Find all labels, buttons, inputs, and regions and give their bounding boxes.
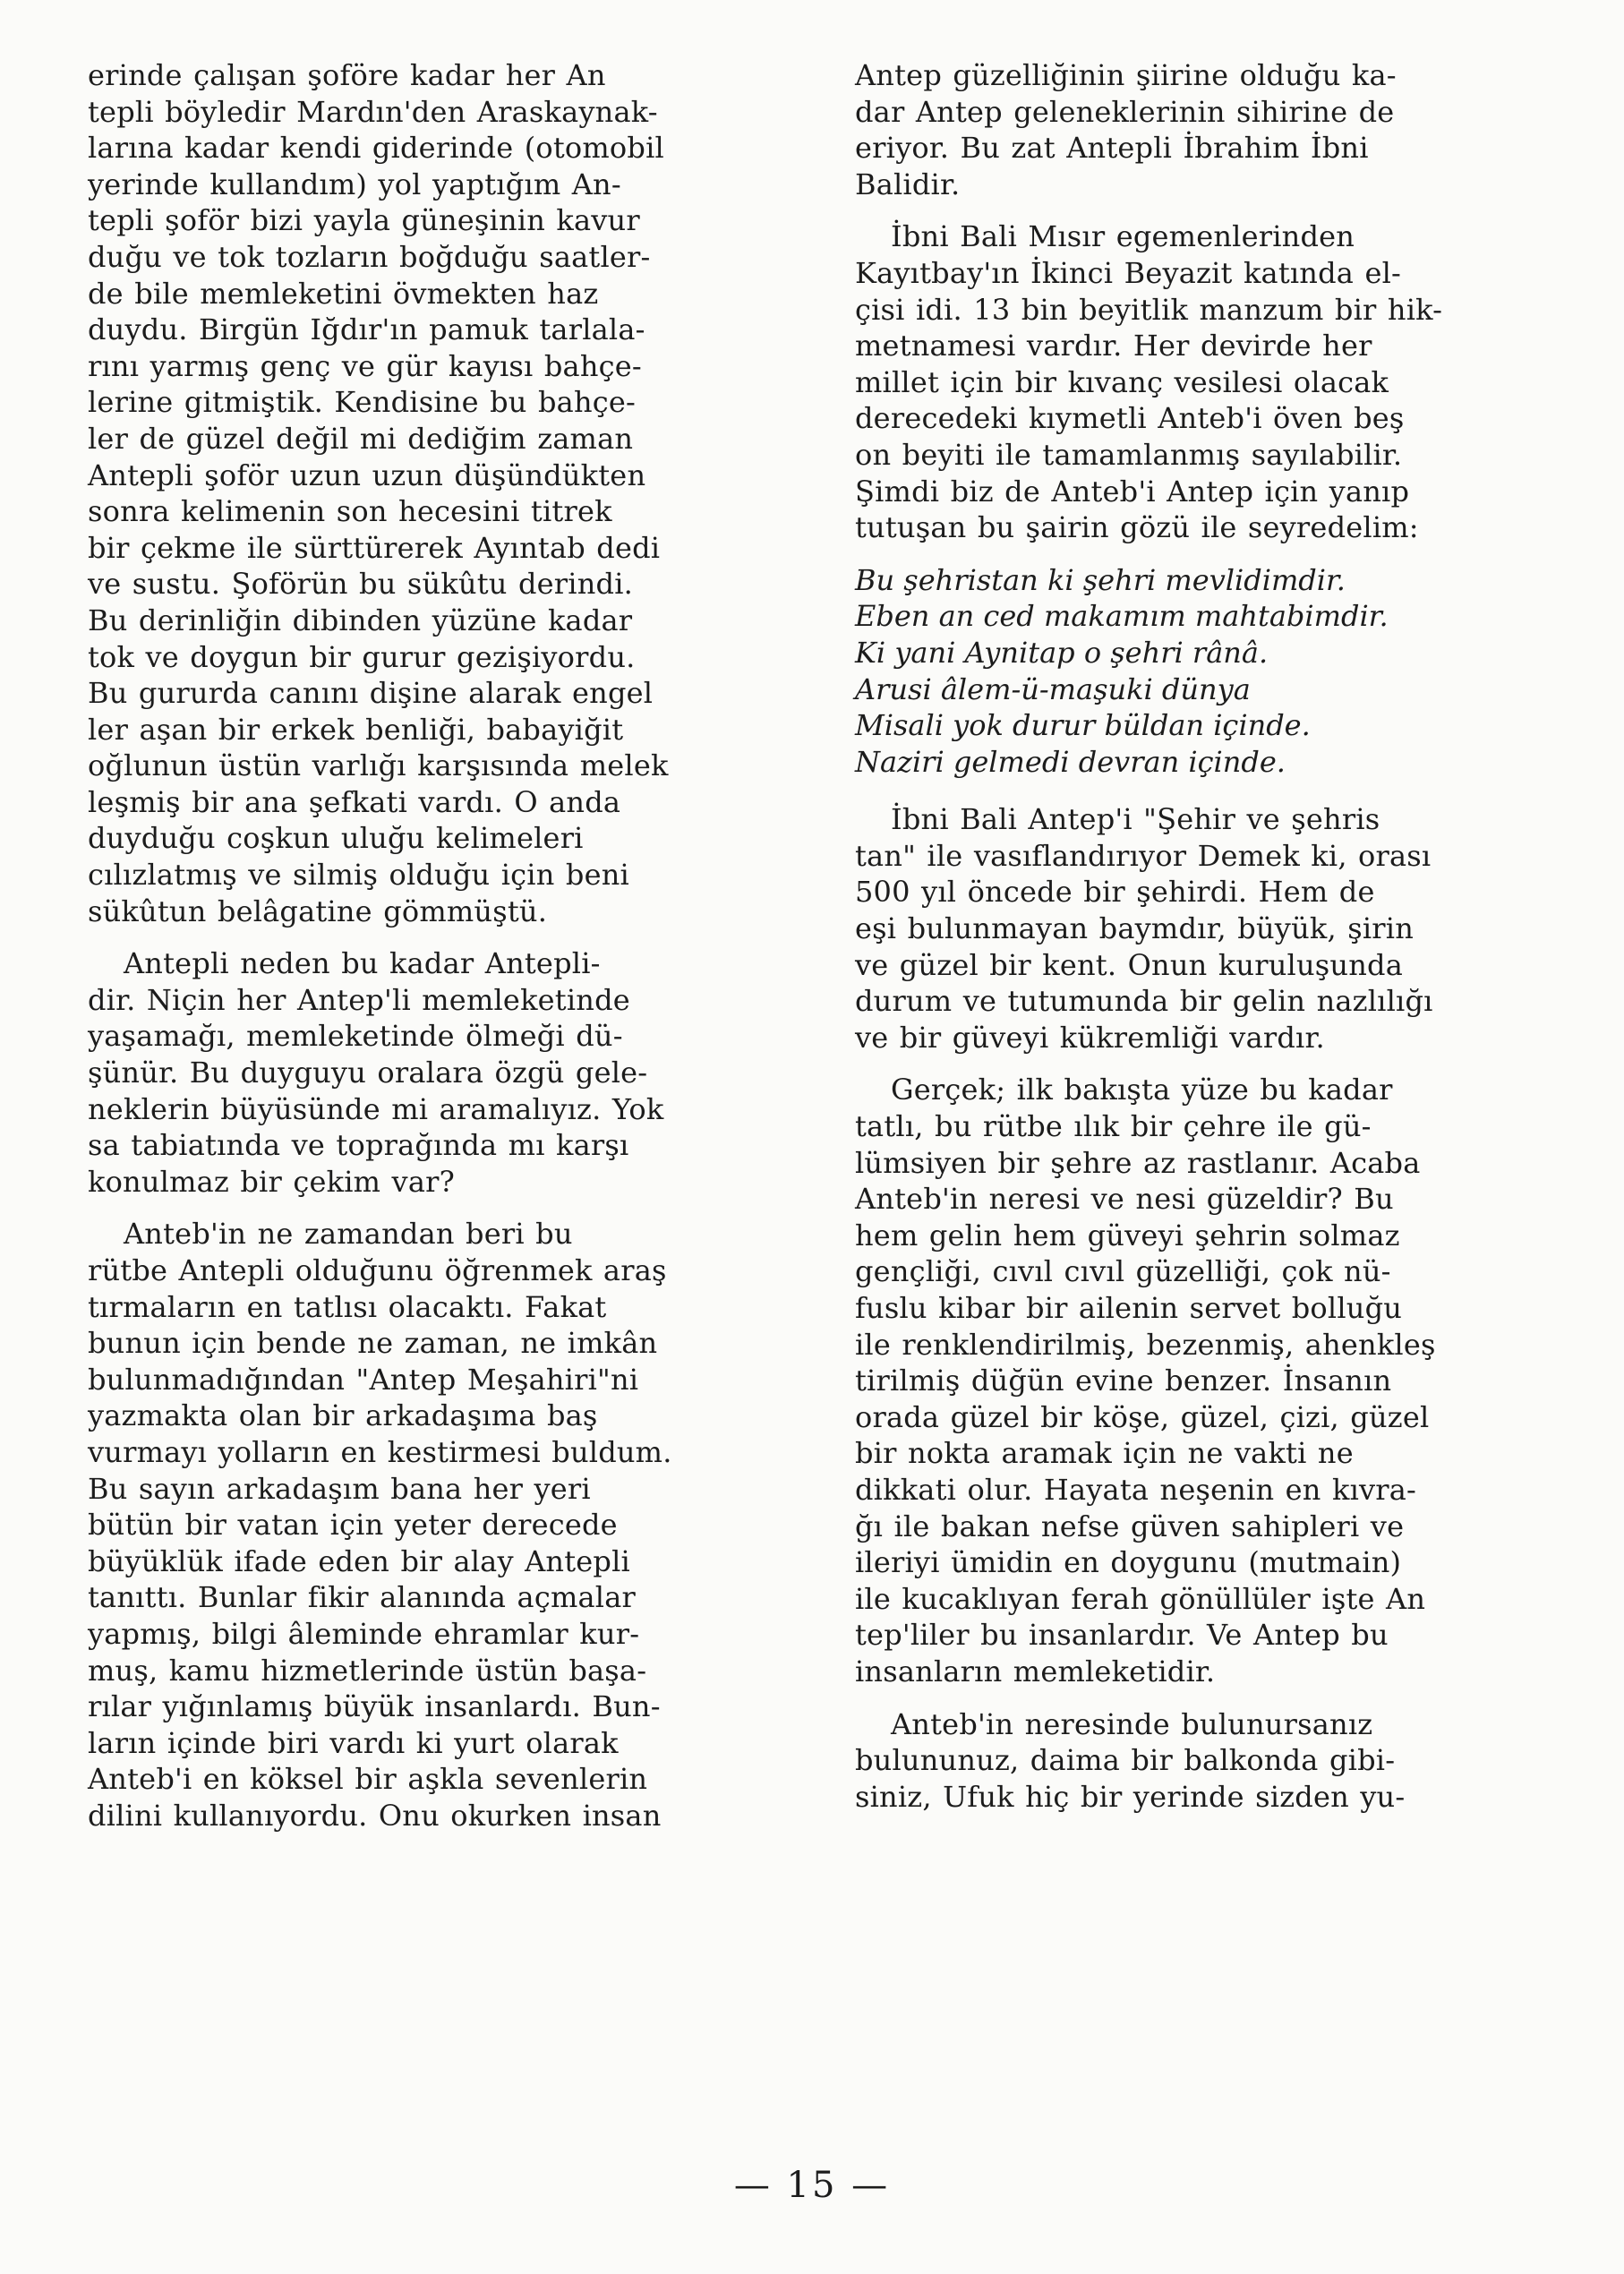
left-column [88, 57, 786, 1851]
poem-line: Eben an ced makamım mahtabimdir. [855, 599, 1389, 634]
poem-line: Bu şehristan ki şehri mevlidimdir. [855, 562, 1346, 597]
poem-block [855, 562, 1517, 781]
left-paragraph-2: Antepli neden bu kadar Antepli- dir. Niçin her Antep'li memleketinde yaşamağı, memleketinde ölmeği dü- şünür. Bu duyguyu oralara özgü gele- neklerin büyüsünde mi aramalıyız. Yok sa tabiatında ve toprağında mı karşı konulmaz bir çekim var? [88, 946, 664, 1199]
left-paragraph-3: Anteb'in ne zamandan beri bu rütbe Antepli olduğunu öğrenmek araş tırmaların en tatlısı olacaktı. Fakat bunun için bende ne zaman, ne imkân bulunmadığından "Antep Meşahiri"ni yazmakta olan bir arkadaşıma baş vurmayı yolların en kestirmesi buldum. Bu sayın arkadaşım bana her yeri bütün bir vatan için yeter derecede büyüklük ifade eden bir alay Antepli tanıttı. Bunlar fikir alanında açmalar yapmış, bilgi âleminde ehramlar kur- muş, kamu hizmetlerinde üstün başa- rılar yığınlamış büyük insanlardı. Bun- ların içinde biri vardı ki yurt olarak Anteb'i en köksel bir aşkla sevenlerin dilini kullanıyordu. Onu okurken insan [88, 1217, 672, 1833]
right-column [855, 57, 1517, 1831]
right-paragraph-3: İbni Bali Antep'i "Şehir ve şehris tan" ile vasıflandırıyor Demek ki, orası 500 yıl öncede bir şehirdi. Hem de eşi bulunmayan baymdır, büyük, şirin ve güzel bir kent. Onun kuruluşunda durum ve tutumunda bir gelin nazlılığı ve bir güveyi kükremliği vardır. [855, 802, 1433, 1055]
left-paragraph-1: erinde çalışan şoföre kadar her An tepli böyledir Mardın'den Araskaynak- larına kadar kendi giderinde (otomobil yerinde kullandım) yol yaptığım An- tepli şoför bizi yayla güneşinin kavur duğu ve tok tozların boğduğu saatler- de bile memleketini övmekten haz duydu. Birgün Iğdır'ın pamuk tarlala- rını yarmış genç ve gür kayısı bahçe- lerine gitmiştik. Kendisine bu bahçe- ler de güzel değil mi dediğim zaman Antepli şoför uzun uzun düşündükten sonra kelimenin son hecesini titrek bir çekme ile sürttürerek Ayıntab dedi ve sustu. Şoförün bu sükûtu derindi. Bu derinliğin dibinden yüzüne kadar tok ve doygun bir gurur gezişiyordu. Bu gururda canını dişine alarak engel ler aşan bir erkek benliği, babayiğit oğlunun üstün varlığı karşısında melek leşmiş bir ana şefkati vardı. O anda duyduğu coşkun uluğu kelimeleri cılızlatmış ve silmiş olduğu için beni sükûtun belâgatine gömmüştü. [88, 58, 669, 928]
poem-line: Arusi âlem-ü-maşuki dünya [855, 671, 1251, 706]
right-paragraph-5: Anteb'in neresinde bulunursanız bulununuz, daima bir balkonda gibi- siniz, Ufuk hiç bir yerinde sizden yu- [855, 1706, 1406, 1814]
right-paragraph-1: Antep güzelliğinin şiirine olduğu ka- dar Antep geleneklerinin sihirine de eriyor. Bu zat Antepli İbrahim İbni Balidir. [855, 58, 1397, 201]
poem-line: Naziri gelmedi devran içinde. [855, 744, 1286, 779]
poem-line: Misali yok durur büldan içinde. [855, 708, 1311, 743]
right-paragraph-2: İbni Bali Mısır egemenlerinden Kayıtbay'ın İkinci Beyazit katında el- çisi idi. 13 bin beyitlik manzum bir hik- metnamesi vardır. Her devirde her millet için bir kıvanç vesilesi olacak derecedeki kıymetli Anteb'i öven beş on beyiti ile tamamlanmış sayılabilir. Şimdi biz de Anteb'i Antep için yanıp tutuşan bu şairin gözü ile seyredelim: [855, 219, 1443, 545]
poem-line: Ki yani Aynitap o şehri rânâ. [855, 635, 1269, 670]
page-number: — 15 — [733, 2165, 891, 2206]
right-paragraph-4: Gerçek; ilk bakışta yüze bu kadar tatlı, bu rütbe ılık bir çehre ile gü- lümsiyen bir şehre az rastlanır. Acaba Anteb'in neresi ve nesi güzeldir? Bu hem gelin hem güveyi şehrin solmaz gençliği, cıvıl cıvıl güzelliği, çok nü- fuslu kibar bir ailenin servet bolluğu ile renklendirilmiş, bezenmiş, ahenkleş tirilmiş düğün evine benzer. İnsanın orada güzel bir köşe, güzel, çizi, güzel bir nokta aramak için ne vakti ne dikkati olur. Hayata neşenin en kıvra- ğı ile bakan nefse güven sahipleri ve ileriyi ümidin en doygunu (mutmain) ile kucaklıyan ferah gönüllüler işte An tep'liler bu insanlardır. Ve Antep bu insanların memleketidir. [855, 1073, 1436, 1688]
